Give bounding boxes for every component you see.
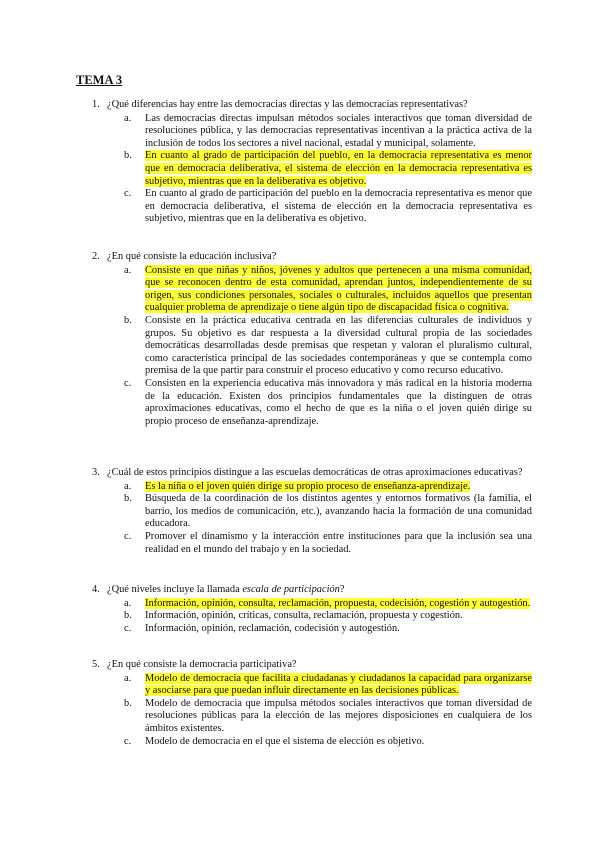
option-a [124,265,532,315]
option-b [124,150,532,188]
question-3 [92,467,532,556]
question-text: ¿Cuál de estos principios distingue a las escuelas democráticas de otras aproximaciones educativas? [107,467,523,478]
option-letter: b. [124,314,132,326]
option-text: Información, opinión, críticas, consulta, reclamación, propuesta y cogestión. [145,610,463,622]
option-letter: b. [124,697,132,709]
option-letter: a. [124,112,132,124]
options-list [124,481,532,557]
question-2 [92,251,532,428]
question-text-start: ¿Qué niveles incluye la llamada [107,584,243,595]
document-title: TEMA 3 [76,73,123,87]
option-c [124,736,532,749]
option-text: Modelo de democracia que impulsa métodos sociales interactivos que toman diversidad de resoluciones públicas para la elección de las mejores disposiciones en cualquiera de los ámbitos existentes. [145,697,532,734]
question-number: 2. [92,251,100,262]
question-text: ¿Qué diferencias hay entre las democracias directas y las democracias representativas? [107,99,468,110]
option-letter: a. [124,480,132,492]
option-text: En cuanto al grado de participación del pueblo en la democracia representativa es menor que en democracia deliberativa, el sistema de elección en la democracia representativa es subjetivo, mientras que en la deliberativa es objetivo. [145,188,532,225]
option-letter: c. [124,188,132,200]
option-letter: b. [124,150,132,162]
option-text-highlighted: Consiste en que niñas y niños, jóvenes y adultos que pertenecen a una misma comunidad, que se reconocen dentro de esta comunidad, aprendan juntos, independientemente de su origen, sus condiciones personales, sociales o culturales, incluidos aquellos que presentan cualquier problema de aprendizaje o tiene algún tipo de discapacidad física o cognitiva. [145,264,532,314]
option-c [124,188,532,226]
option-a [124,673,532,698]
question-text [107,584,532,597]
option-text-highlighted: Información, opinión, consulta, reclamación, propuesta, codecisión, cogestión y autogestión. [145,597,531,609]
option-letter: a. [124,264,132,276]
option-letter: a. [124,672,132,684]
option-b [124,698,532,736]
question-text-end: ? [339,584,345,595]
question-5 [92,659,532,748]
options-list [124,598,532,636]
option-c [124,378,532,428]
option-letter: c. [124,530,132,542]
option-c [124,623,532,636]
option-letter: a. [124,597,132,609]
question-number: 3. [92,467,100,478]
option-text-highlighted: Modelo de democracia que facilita a ciudadanas y ciudadanos la capacidad para organizarse y asociarse para que puedan influir directamente en las decisiones públicas. [145,672,532,697]
option-text: Búsqueda de la coordinación de los distintos agentes y entornos formativos (la familia, el barrio, los medios de comunicación, etc.), avanzando hacia la formación de una comunidad educadora. [145,493,532,530]
question-text-italic: escala de participación [242,584,340,595]
option-a [124,598,532,611]
option-b [124,610,532,623]
option-text-highlighted: En cuanto al grado de participación del pueblo, en la democracia representativa es menor que en democracia deliberativa, el sistema de elección en la democracia representativa es subjetivo, mientras que en la deliberativa es objetivo. [145,150,532,187]
option-text: Promover el dinamismo y la interacción entre instituciones para que la inclusión sea una realidad en el mundo del trabajo y en la sociedad. [145,530,532,555]
option-a [124,481,532,494]
options-list [124,113,532,226]
option-text: Consiste en la práctica educativa centrada en las diferencias culturales de individuos y grupos. Su objetivo es dar respuesta a la diversidad cultural propia de las sociedades democráticas desarrolladas desde premisas que respetan y valoran el pluralismo cultural, como característica principal de las sociedades contemporáneas y que se contempla como premisa de la que partir para construir el proceso educativo y como recurso educativo. [145,314,532,377]
option-letter: b. [124,610,132,622]
option-b [124,493,532,531]
option-letter: c. [124,622,132,634]
option-letter: c. [124,377,132,389]
options-list [124,673,532,749]
question-number: 1. [92,99,100,110]
option-text: Modelo de democracia en el que el sistema de elección es objetivo. [145,735,425,747]
option-b [124,315,532,378]
question-4 [92,584,532,635]
option-text: Consisten en la experiencia educativa más innovadora y más radical en la historia moderna de la educación. Existen dos principios fundamentales que la distinguen de otras aproximaciones educativas, como el hecho de que es la niña o el joven quién dirige su propio proceso de enseñanza-aprendizaje. [145,377,532,427]
option-text: Información, opinión, reclamación, codecisión y autogestión. [145,622,400,634]
options-list [124,265,532,429]
option-text-highlighted: Es la niña o el joven quién dirige su propio proceso de enseñanza-aprendizaje. [145,480,471,492]
option-a [124,113,532,151]
option-text: Las democracias directas impulsan métodos sociales interactivos que toman diversidad de resoluciones pública, y las democracias representativas incentivan a la práctica activa de la inclusión de todos los sectores a nivel nacional, estadal y municipal, solamente. [145,112,532,149]
question-number: 5. [92,659,100,670]
option-c [124,531,532,556]
question-text: ¿En qué consiste la educación inclusiva? [107,251,277,262]
option-letter: b. [124,493,132,505]
question-1 [92,99,532,226]
question-number: 4. [92,584,100,595]
question-text: ¿En qué consiste la democracia participativa? [107,659,297,670]
option-letter: c. [124,735,132,747]
